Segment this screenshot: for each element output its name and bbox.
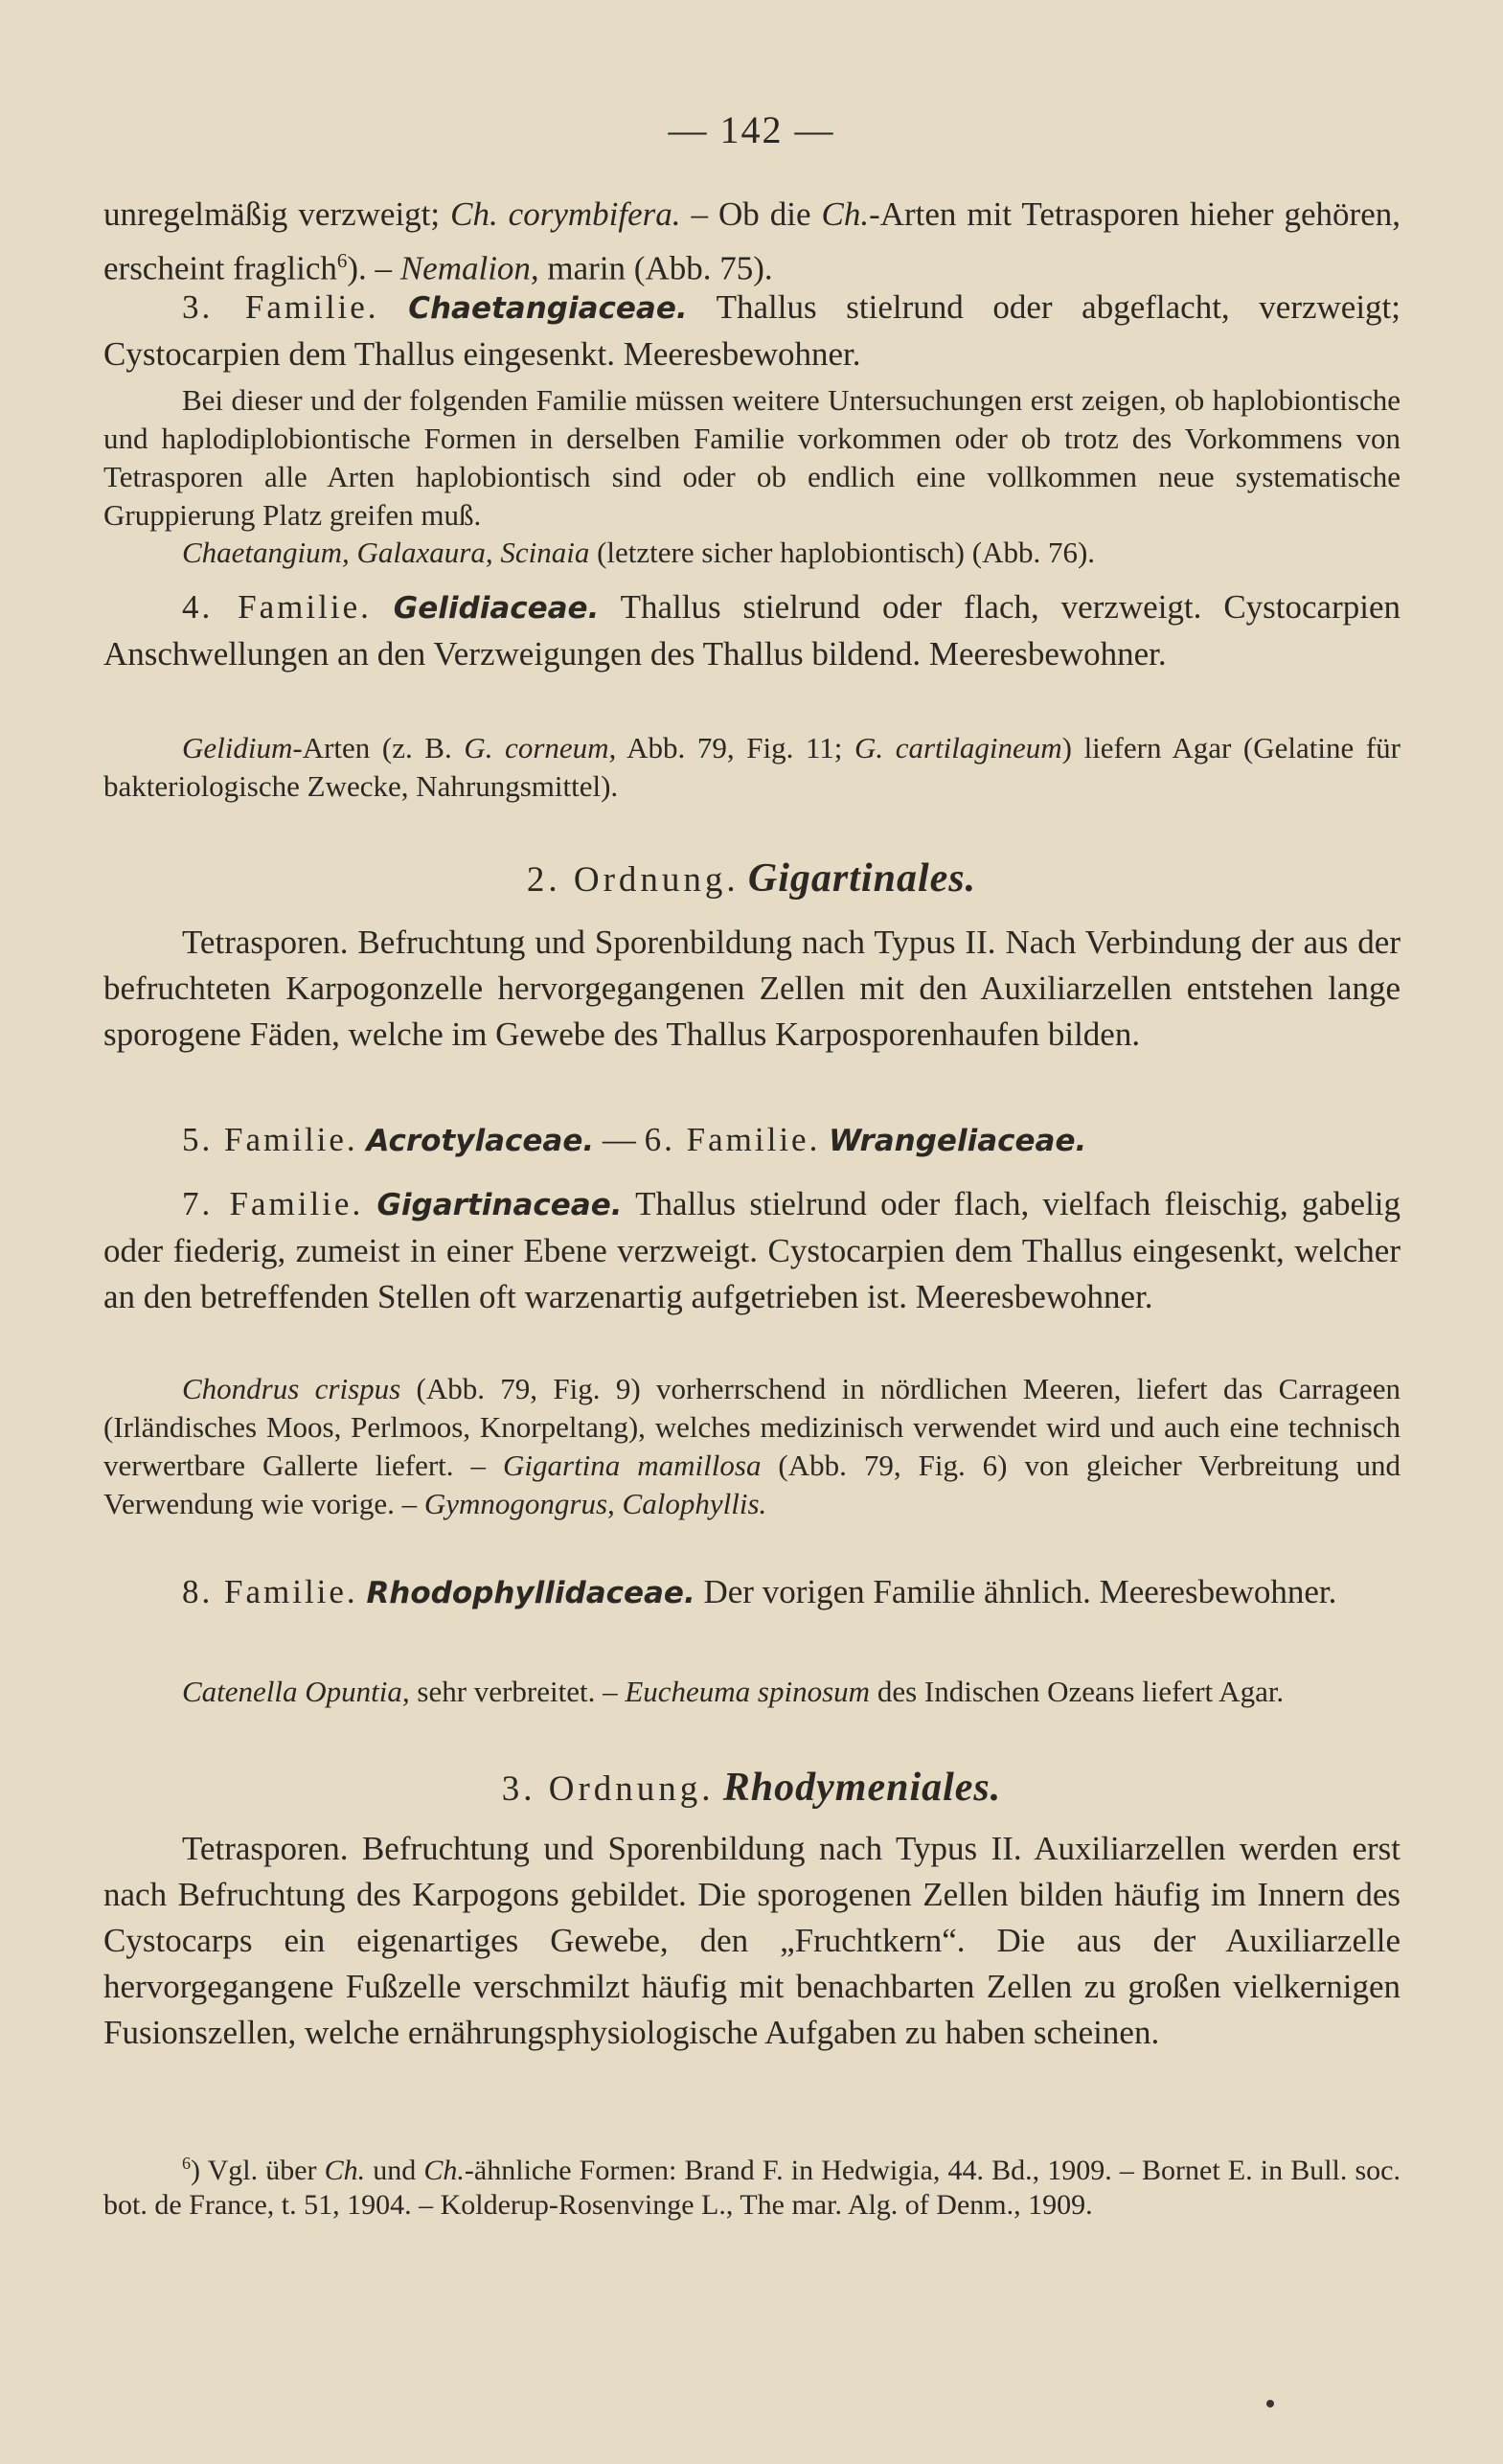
family-description: Thallus stielrund oder flach, verzweigt. Cystocarpien Anschwellungen an den Verzweigungen des Thallus bildend. Meeresbewohner. — [103, 588, 1401, 673]
family-name: Gelidiaceae. — [393, 591, 600, 626]
family-label: 3. Familie. — [182, 288, 379, 326]
family-7-paragraph — [103, 1181, 1401, 1320]
genus-abbrev: Ch. — [324, 2155, 366, 2186]
page-number: — 142 — — [668, 108, 835, 151]
family-4-paragraph — [103, 584, 1401, 677]
family-label: 4. Familie. — [182, 588, 372, 626]
text: ). – — [347, 249, 400, 287]
family-name: Acrotylaceae. — [366, 1124, 595, 1158]
order-2-heading — [0, 856, 1503, 901]
family-3-note: Bei dieser und der folgenden Familie müssen weitere Untersuchungen erst zeigen, ob haplobiontische und haplodiplobiontische Formen in derselben Familie vorkommen oder ob trotz des Vorkommens von Tetrasporen alle Arten haplobiontisch sind oder ob endlich eine vollkommen neue systematische Gruppierung Platz greifen muß. — [103, 383, 1401, 532]
family-3-paragraph — [103, 285, 1401, 377]
order-3-heading — [0, 1765, 1503, 1811]
text: (letztere sicher haplobiontisch) (Abb. 76). — [589, 536, 1096, 569]
family-label: 8. Familie. — [182, 1573, 358, 1610]
genus-list: Chaetangium, Galaxaura, Scinaia — [182, 536, 590, 569]
family-name: Gigartinaceae. — [376, 1188, 623, 1222]
family-8-note — [103, 1673, 1401, 1711]
species-name: Eucheuma spinosum — [625, 1675, 871, 1708]
genus-list: Gymnogongrus, Calophyllis. — [423, 1487, 767, 1520]
text: marin (Abb. 75). — [538, 249, 773, 287]
footnote-ref: 6 — [336, 249, 348, 272]
order-name: Rhodymeniales. — [722, 1766, 1002, 1810]
family-4-note — [103, 729, 1401, 806]
genus-name: Nemalion, — [399, 249, 539, 287]
text: unregelmäßig verzweigt; — [103, 195, 451, 233]
family-name: Rhodophyllidaceae. — [366, 1576, 695, 1610]
text: ) liefern Agar (Gelatine für bakteriologische Zwecke, Nahrungsmittel). — [103, 731, 1401, 803]
family-name: Wrangeliaceae. — [829, 1124, 1087, 1158]
paragraph-continuation — [103, 192, 1401, 292]
text: -ähnliche Formen: Brand F. in Hedwigia, 44. Bd., 1909. – Bornet E. in Bull. soc. bot. de France, t. 51, 1904. – Kolderup-Rosenvinge L., The mar. Alg. of Denm., 1909. — [103, 2155, 1401, 2221]
family-label: 5. Familie. — [182, 1121, 358, 1158]
family-description: Thallus stielrund oder abgeflacht, verzweigt; Cystocarpien dem Thallus eingesenkt. Meeresbewohner. — [103, 288, 1401, 373]
family-description: Der vorigen Familie ähnlich. Meeresbewohner. — [695, 1573, 1337, 1610]
species-name: Catenella Opuntia, — [182, 1675, 410, 1708]
family-label: 6. Familie. — [644, 1121, 821, 1158]
species-name: Chondrus crispus — [182, 1372, 401, 1405]
family-3-genera — [103, 534, 1401, 572]
family-label: 7. Familie. — [182, 1185, 364, 1222]
text: des Indischen Ozeans liefert Agar. — [870, 1675, 1285, 1708]
family-description: Thallus stielrund oder flach, vielfach fleischig, gabelig oder fiederig, zumeist in einer Ebene verzweigt. Cystocarpien dem Thallus eingesenkt, welcher an den betreffenden Stellen oft warzenartig aufgetrieben ist. Meeresbewohner. — [103, 1185, 1401, 1315]
family-7-note — [103, 1370, 1401, 1523]
text: (Abb. 79, Fig. 9) vorherrschend in nördlichen Meeren, liefert das Carrageen (Irländisches Moos, Perlmoos, Knorpeltang), welches medizinisch verwendet wird und auch eine technisch verwertbare Gallerte liefert. – — [103, 1372, 1401, 1482]
text: ) Vgl. über — [191, 2155, 325, 2186]
order-name: Gigartinales. — [747, 856, 977, 901]
genus-abbrev: Ch. — [423, 2155, 465, 2186]
family-8-paragraph — [103, 1569, 1401, 1616]
footnote-number: 6 — [182, 2154, 191, 2173]
order-2-paragraph: Tetrasporen. Befruchtung und Sporenbildung nach Typus II. Nach Verbindung der aus der befruchteten Karpogonzelle hervorgegangenen Zellen mit den Auxiliarzellen entstehen lange sporogene Fäden, welche im Gewebe des Thallus Karposporenhaufen bilden. — [103, 924, 1401, 1053]
separator: — — [594, 1121, 645, 1158]
footnote — [103, 2146, 1401, 2223]
species-name: Gigartina mamillosa — [503, 1449, 762, 1482]
text: sehr verbreitet. – — [409, 1675, 626, 1708]
families-5-6 — [103, 1117, 1401, 1164]
text: – Ob die — [680, 195, 822, 233]
text: -Arten mit Tetrasporen hieher gehören, erscheint fraglich — [103, 195, 1401, 287]
ink-speck — [1266, 2400, 1274, 2407]
order-3-paragraph: Tetrasporen. Befruchtung und Sporenbildung nach Typus II. Auxiliarzellen werden erst nach Befruchtung des Karpogons gebildet. Die sporogenen Zellen bilden häufig im Innern des Cystocarps ein eigenartiges Gewebe, den „Fruchtkern“. Die aus der Auxiliarzelle hervorgegangene Fußzelle verschmilzt häufig mit benachbarten Zellen zu großen vielkernigen Fusionszellen, welche ernährungsphysiologische Aufgaben zu haben scheinen. — [103, 1830, 1401, 2051]
order-label: 2. Ordnung. — [526, 860, 740, 900]
text: (Abb. 79, Fig. 6) von gleicher Verbreitung und Verwendung wie vorige. – — [103, 1449, 1401, 1520]
order-label: 3. Ordnung. — [501, 1769, 715, 1809]
text: -Arten (z. B. — [292, 731, 465, 764]
family-name: Chaetangiaceae. — [408, 291, 688, 326]
genus-name: Gelidium — [182, 731, 293, 764]
species-name: G. cartilagineum — [854, 731, 1062, 764]
species-name: G. corneum, — [464, 731, 617, 764]
genus-abbrev: Ch. — [821, 195, 870, 233]
text: Abb. 79, Fig. 11; — [616, 731, 854, 764]
text: und — [365, 2155, 424, 2186]
species-name: Ch. corymbifera. — [450, 195, 681, 233]
